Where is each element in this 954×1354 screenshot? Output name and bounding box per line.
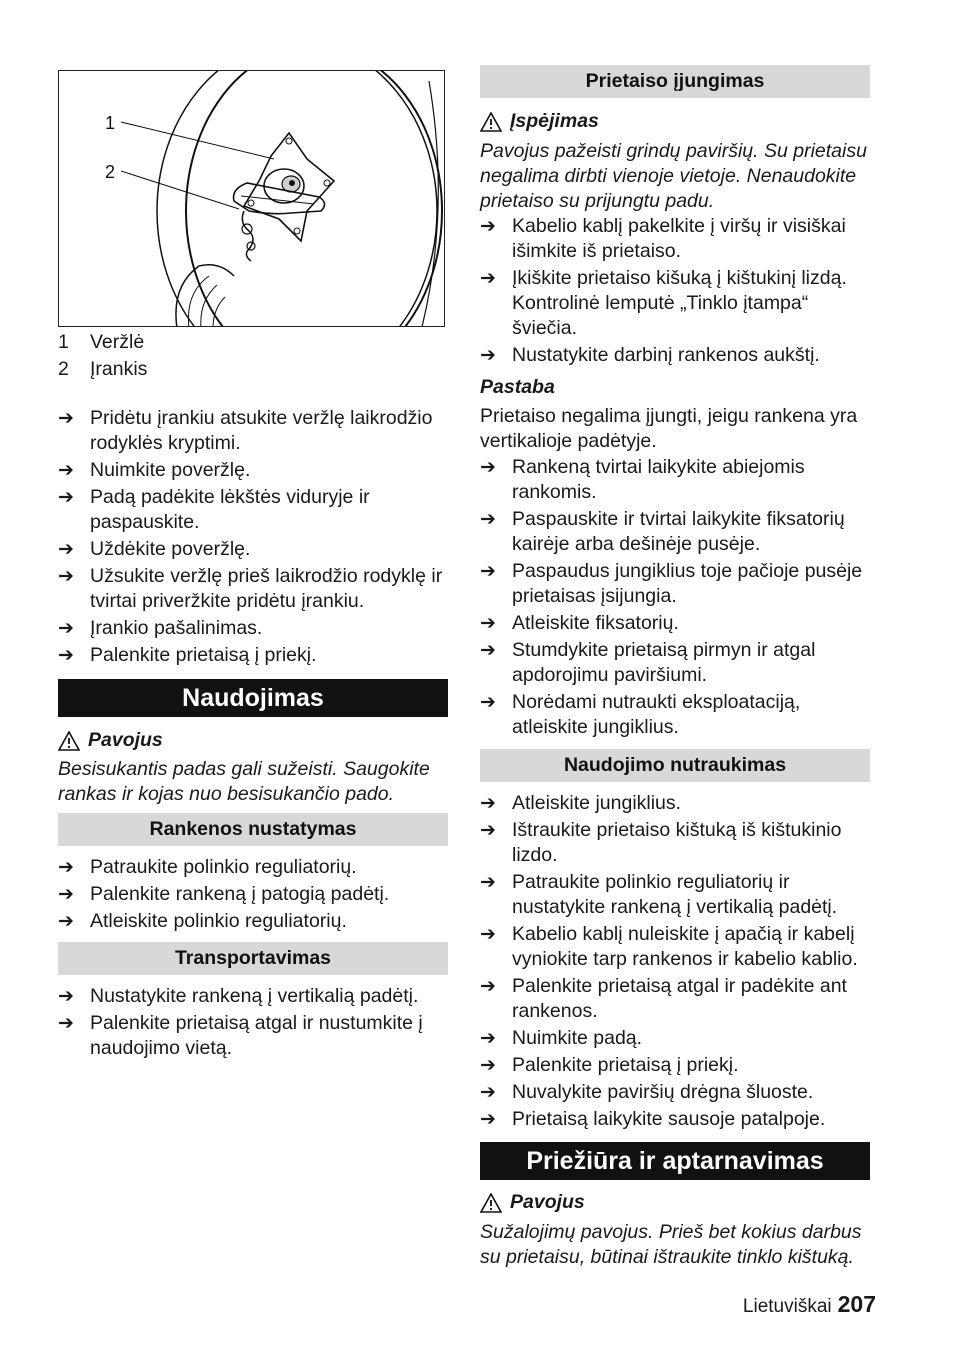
warning-triangle-icon <box>58 731 80 751</box>
list-item <box>480 214 872 264</box>
step-text: Nuimkite padą. <box>512 1027 643 1049</box>
page-footer <box>743 1292 876 1319</box>
list-item <box>480 922 872 972</box>
arrow-right-icon: ➔ <box>480 872 496 893</box>
arrow-right-icon: ➔ <box>58 618 74 639</box>
arrow-right-icon: ➔ <box>480 268 496 289</box>
step-text: Kabelio kablį nuleiskite į apačią ir kabelį vyniokite tarp rankenos ir kabelio kablio. <box>512 923 858 970</box>
step-text: Norėdami nutraukti eksploataciją, atleiskite jungiklius. <box>512 691 801 738</box>
list-item <box>58 984 450 1009</box>
arrow-right-icon: ➔ <box>58 539 74 560</box>
section-heading-rankenos: Rankenos nustatymas <box>58 813 448 846</box>
arrow-right-icon: ➔ <box>480 457 496 478</box>
arrow-right-icon: ➔ <box>58 408 74 429</box>
list-item <box>480 1107 872 1132</box>
step-text: Rankeną tvirtai laikykite abiejomis rankomis. <box>512 456 805 503</box>
list-item <box>480 1026 872 1051</box>
step-text: Palenkite prietaisą atgal ir nustumkite į naudojimo vietą. <box>90 1012 423 1059</box>
arrow-right-icon: ➔ <box>480 793 496 814</box>
pad-nut-figure <box>58 70 445 327</box>
arrow-right-icon: ➔ <box>480 509 496 530</box>
step-text: Prietaisą laikykite sausoje patalpoje. <box>512 1108 826 1130</box>
list-item <box>480 974 872 1024</box>
legend-label: Veržlė <box>90 331 145 353</box>
step-text: Atleiskite polinkio reguliatorių. <box>90 910 347 932</box>
danger-label: Pavojus <box>510 1191 585 1213</box>
step-text: Atleiskite fiksatorių. <box>512 612 679 634</box>
list-item <box>58 855 450 880</box>
arrow-right-icon: ➔ <box>58 857 74 878</box>
list-item <box>480 1080 872 1105</box>
step-text: Įkiškite prietaiso kišuką į kištukinį lizdą. <box>512 267 847 289</box>
section-heading-nutraukimas: Naudojimo nutraukimas <box>480 749 870 782</box>
legend-row <box>58 356 147 383</box>
list-item <box>480 870 872 920</box>
transport-steps <box>58 984 450 1063</box>
step-text: Padą padėkite lėkštės viduryje ir paspauskite. <box>90 486 370 533</box>
list-item <box>480 455 872 505</box>
danger-title <box>480 1190 585 1215</box>
danger-title <box>58 728 163 753</box>
step-text: Patraukite polinkio reguliatorių ir nustatykite rankeną į vertikalią padėtį. <box>512 871 838 918</box>
legend-row <box>58 329 147 356</box>
arrow-right-icon: ➔ <box>480 976 496 997</box>
callout-1: 1 <box>105 113 116 133</box>
arrow-right-icon: ➔ <box>480 613 496 634</box>
step-text: Paspaudus jungiklius toje pačioje pusėje prietaisas įsijungia. <box>512 560 863 607</box>
warning-text: Pavojus pažeisti grindų paviršių. Su prietaisu negalima dirbti vienoje vietoje. Nenaudokite prietaiso su prijungtu padu. <box>480 140 867 212</box>
list-item <box>58 616 450 641</box>
list-item <box>480 690 872 740</box>
list-item <box>58 406 450 456</box>
list-item <box>480 559 872 609</box>
arrow-right-icon: ➔ <box>480 1109 496 1130</box>
pad-mounting-steps <box>58 406 450 670</box>
arrow-right-icon: ➔ <box>480 1055 496 1076</box>
page-number: 207 <box>837 1291 876 1317</box>
step-result: Kontrolinė lemputė „Tinklo įtampa“ šviečia. <box>512 292 809 339</box>
warning-label: Įspėjimas <box>510 110 599 132</box>
step-text: Pridėtu įrankiu atsukite veržlę laikrodžio rodyklės kryptimi. <box>90 407 433 454</box>
arrow-right-icon: ➔ <box>58 566 74 587</box>
arrow-right-icon: ➔ <box>480 640 496 661</box>
step-text: Stumdykite prietaisą pirmyn ir atgal apdorojimu paviršiumi. <box>512 639 816 686</box>
arrow-right-icon: ➔ <box>58 645 74 666</box>
step-text: Palenkite prietaisą į priekį. <box>90 644 317 666</box>
list-item <box>480 1053 872 1078</box>
arrow-right-icon: ➔ <box>58 1013 74 1034</box>
step-text: Atleiskite jungiklius. <box>512 792 682 814</box>
step-text: Nustatykite darbinį rankenos aukštį. <box>512 344 820 366</box>
list-item <box>58 485 450 535</box>
list-item <box>58 909 450 934</box>
list-item <box>480 818 872 868</box>
list-item <box>58 564 450 614</box>
step-text: Paspauskite ir tvirtai laikykite fiksatorių kairėje arba dešinėje pusėje. <box>512 508 845 555</box>
footer-language: Lietuviškai <box>742 1296 832 1317</box>
step-text: Nustatykite rankeną į vertikalią padėtį. <box>90 985 419 1007</box>
step-text: Nuvalykite paviršių drėgna šluoste. <box>512 1081 814 1103</box>
arrow-right-icon: ➔ <box>480 561 496 582</box>
step-text: Ištraukite prietaiso kištuką iš kištukinio lizdo. <box>512 819 842 866</box>
danger-text: Besisukantis padas gali sužeisti. Saugokite rankas ir kojas nuo besisukančio pado. <box>58 758 430 805</box>
danger-label: Pavojus <box>88 729 163 751</box>
warning-triangle-icon <box>480 1193 502 1213</box>
step-text: Patraukite polinkio reguliatorių. <box>90 856 357 878</box>
switch-on-steps <box>480 214 872 370</box>
danger-text: Sužalojimų pavojus. Prieš bet kokius darbus su prietaisu, būtinai ištraukite tinklo kištuką. <box>480 1221 862 1268</box>
list-item <box>480 343 872 368</box>
list-item <box>480 638 872 688</box>
legend-number: 2 <box>58 358 69 380</box>
list-item <box>58 537 450 562</box>
note-text: Prietaiso negalima įjungti, jeigu rankena yra vertikalioje padėtyje. <box>480 405 858 452</box>
list-item <box>480 507 872 557</box>
arrow-right-icon: ➔ <box>58 911 74 932</box>
handle-steps <box>58 855 450 936</box>
operation-steps <box>480 455 872 742</box>
section-heading-naudojimas: Naudojimas <box>58 679 448 717</box>
arrow-right-icon: ➔ <box>480 692 496 713</box>
legend-label: Įrankis <box>90 358 148 380</box>
step-text: Palenkite prietaisą atgal ir padėkite ant rankenos. <box>512 975 847 1022</box>
step-text: Užsukite veržlę prieš laikrodžio rodyklę ir tvirtai priveržkite pridėtu įrankiu. <box>90 565 443 612</box>
step-text: Uždėkite poveržlę. <box>90 538 251 560</box>
arrow-right-icon: ➔ <box>58 884 74 905</box>
list-item <box>480 611 872 636</box>
arrow-right-icon: ➔ <box>58 986 74 1007</box>
step-text: Įrankio pašalinimas. <box>90 617 263 639</box>
note-title: Pastaba <box>480 376 555 398</box>
legend-number: 1 <box>58 331 69 353</box>
step-text: Kabelio kablį pakelkite į viršų ir visiškai išimkite iš prietaiso. <box>512 215 846 262</box>
warning-title <box>480 109 599 134</box>
list-item <box>58 1011 450 1061</box>
warning-triangle-icon <box>480 112 502 132</box>
arrow-right-icon: ➔ <box>480 345 496 366</box>
arrow-right-icon: ➔ <box>480 1082 496 1103</box>
arrow-right-icon: ➔ <box>480 1028 496 1049</box>
list-item <box>58 882 450 907</box>
arrow-right-icon: ➔ <box>58 460 74 481</box>
section-heading-transportavimas: Transportavimas <box>58 942 448 975</box>
arrow-right-icon: ➔ <box>480 820 496 841</box>
section-heading-ijungimas: Prietaiso įjungimas <box>480 65 870 98</box>
figure-legend <box>58 329 147 383</box>
arrow-right-icon: ➔ <box>58 487 74 508</box>
arrow-right-icon: ➔ <box>480 924 496 945</box>
list-item <box>480 266 872 341</box>
shutdown-steps <box>480 791 872 1134</box>
pad-nut-illustration <box>59 71 445 327</box>
callout-2: 2 <box>105 162 116 182</box>
list-item <box>58 643 450 668</box>
list-item <box>58 458 450 483</box>
step-text: Nuimkite poveržlę. <box>90 459 251 481</box>
step-text: Palenkite rankeną į patogią padėtį. <box>90 883 390 905</box>
step-text: Palenkite prietaisą į priekį. <box>512 1054 739 1076</box>
section-heading-prieziura: Priežiūra ir aptarnavimas <box>480 1142 870 1180</box>
arrow-right-icon: ➔ <box>480 216 496 237</box>
list-item <box>480 791 872 816</box>
